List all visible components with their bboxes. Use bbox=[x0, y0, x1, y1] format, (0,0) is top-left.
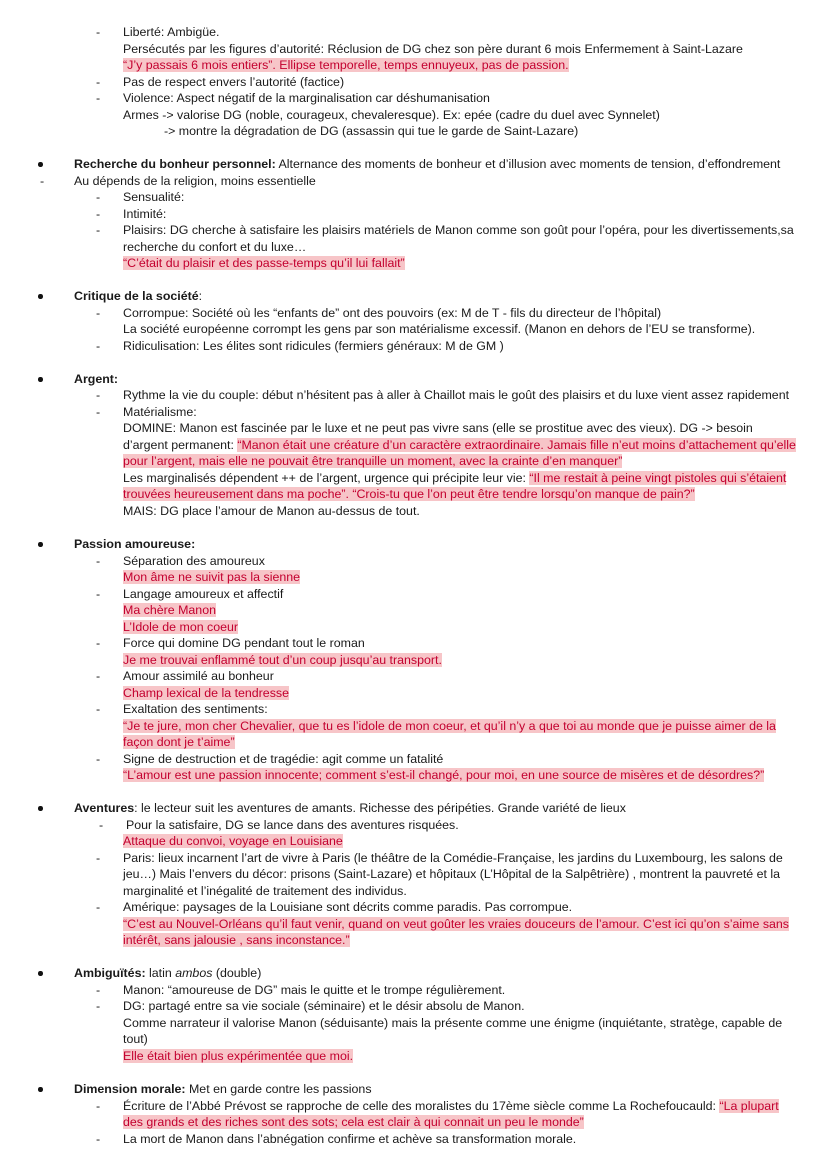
dash-marker: - bbox=[96, 999, 101, 1013]
text-line bbox=[74, 800, 626, 817]
text-line bbox=[123, 1048, 353, 1065]
text-line bbox=[74, 288, 202, 305]
text-line bbox=[123, 387, 789, 404]
highlighted-quote: “La plupart bbox=[719, 1099, 779, 1113]
text-line bbox=[123, 338, 504, 355]
line-text: Langage amoureux et affectif bbox=[123, 587, 284, 601]
text-line bbox=[126, 817, 459, 834]
text-line bbox=[74, 1081, 372, 1098]
text-line bbox=[74, 371, 118, 388]
text-line bbox=[123, 866, 780, 883]
text-line bbox=[123, 586, 283, 603]
dash-marker: - bbox=[96, 75, 101, 89]
highlighted-quote: Attaque du convoi, voyage en Louisiane bbox=[123, 834, 343, 848]
text-line bbox=[123, 635, 365, 652]
highlighted-quote: Je me trouvai enflammé tout d’un coup jusqu’au transport. bbox=[123, 653, 442, 667]
line-text: MAIS: DG place l’amour de Manon au-dessus de tout. bbox=[123, 504, 420, 518]
line-text: Armes -> valorise DG (noble, courageux, chevaleresque). Ex: epée (cadre du duel avec Synnelet) bbox=[123, 108, 660, 122]
line-text: Exaltation des sentiments: bbox=[123, 702, 268, 716]
highlighted-quote: L’Idole de mon coeur bbox=[123, 620, 239, 634]
dash-marker: - bbox=[96, 190, 101, 204]
line-text: Pas de respect envers l’autorité (factice) bbox=[123, 75, 345, 89]
section-heading: Recherche du bonheur personnel: bbox=[74, 157, 276, 171]
line-text: Pour la satisfaire, DG se lance dans des aventures risquées. bbox=[126, 818, 459, 832]
dash-marker: - bbox=[96, 91, 101, 105]
text-line bbox=[123, 24, 219, 41]
line-text: Plaisirs: DG cherche à satisfaire les plaisirs matériels de Manon comme son goût pour l’opéra, pour les divertissements,sa bbox=[123, 223, 794, 237]
highlighted-quote: Mon âme ne suivit pas la sienne bbox=[123, 570, 301, 584]
text-line bbox=[123, 453, 622, 470]
dash-marker: - bbox=[96, 587, 101, 601]
line-text: Liberté: Ambigüe. bbox=[123, 25, 220, 39]
text-line bbox=[123, 420, 753, 437]
line-text: Rythme la vie du couple: début n’hésitent pas à aller à Chaillot mais le goût des plaisirs et du luxe vient assez rapidement bbox=[123, 388, 790, 402]
text-line bbox=[74, 536, 195, 553]
highlighted-quote: façon dont je t’aime” bbox=[123, 735, 235, 749]
line-text: Sensualité: bbox=[123, 190, 185, 204]
text-line bbox=[123, 206, 166, 223]
highlighted-quote: “L’amour est une passion innocente; comment s’est-il changé, pour moi, en une source de misères et de désordres?” bbox=[123, 768, 765, 782]
section-heading: Passion amoureuse: bbox=[74, 537, 196, 551]
text-line bbox=[123, 57, 569, 74]
text-line bbox=[123, 569, 300, 586]
bullet-dot bbox=[38, 377, 43, 382]
text-line bbox=[123, 255, 405, 272]
line-text: (double) bbox=[212, 966, 262, 980]
text-line bbox=[74, 156, 780, 173]
text-line bbox=[74, 173, 316, 190]
text-line bbox=[123, 470, 786, 487]
line-text: : bbox=[198, 289, 203, 303]
dash-marker: - bbox=[96, 669, 101, 683]
dash-marker: - bbox=[96, 1099, 101, 1113]
text-line bbox=[123, 107, 660, 124]
line-text: DG: partagé entre sa vie sociale (séminaire) et le désir absolu de Manon. bbox=[123, 999, 525, 1013]
text-line bbox=[123, 850, 783, 867]
bullet-dot bbox=[38, 806, 43, 811]
text-line bbox=[123, 1114, 584, 1131]
text-line bbox=[123, 767, 764, 784]
text-line bbox=[123, 321, 755, 338]
highlighted-quote: “C’était du plaisir et des passe-temps qu’il lui fallait” bbox=[123, 256, 405, 270]
dash-marker: - bbox=[96, 851, 101, 865]
line-text: tout) bbox=[123, 1032, 148, 1046]
highlighted-quote: “Manon était une créature d’un caractère extraordinaire. Jamais fille n’eut moins d’attachement qu’elle bbox=[237, 438, 796, 452]
text-line bbox=[123, 899, 572, 916]
dash-marker: - bbox=[96, 1132, 101, 1146]
text-line bbox=[123, 998, 525, 1015]
line-text: Persécutés par les figures d’autorité: Réclusion de DG chez son père durant 6 mois Enfermement à Saint-Lazare bbox=[123, 42, 743, 56]
text-line bbox=[123, 189, 184, 206]
line-text: DOMINE: Manon est fascinée par le luxe et ne peut pas vivre sans (elle se prostitue avec des vieux). DG -> besoin bbox=[123, 421, 753, 435]
dash-marker: - bbox=[96, 207, 101, 221]
line-text: d’argent permanent: bbox=[123, 438, 238, 452]
text-line bbox=[123, 602, 216, 619]
dash-marker: - bbox=[96, 405, 101, 419]
text-line bbox=[123, 486, 695, 503]
text-line bbox=[123, 1098, 779, 1115]
highlighted-quote: pour l’argent, mais elle ne pouvait être tranquille un moment, avec la crainte d’en manquer” bbox=[123, 454, 623, 468]
line-text: Met en garde contre les passions bbox=[185, 1082, 372, 1096]
dash-marker: - bbox=[96, 900, 101, 914]
line-text: Comme narrateur il valorise Manon (séduisante) mais la présente comme une énigme (inquiétante, stratège, capable de bbox=[123, 1016, 783, 1030]
text-line bbox=[123, 685, 289, 702]
line-text: Paris: lieux incarnent l’art de vivre à Paris (le théâtre de la Comédie-Française, les jardins du Luxembourg, les salons de bbox=[123, 851, 783, 865]
text-line bbox=[123, 222, 794, 239]
text-line bbox=[123, 751, 443, 768]
highlighted-quote: des grands et des riches sont des sots; cela est clair à qui connait un peu le monde” bbox=[123, 1115, 584, 1129]
dash-marker: - bbox=[96, 339, 101, 353]
line-text: La mort de Manon dans l’abnégation confirme et achève sa transformation morale. bbox=[123, 1132, 577, 1146]
text-line bbox=[123, 833, 343, 850]
bullet-dot bbox=[38, 294, 43, 299]
line-text: Amour assimilé au bonheur bbox=[123, 669, 274, 683]
section-heading: Critique de la société bbox=[74, 289, 199, 303]
line-text: Matérialisme: bbox=[123, 405, 197, 419]
text-line bbox=[123, 734, 235, 751]
line-text: -> montre la dégradation de DG (assassin qui tue le garde de Saint-Lazare) bbox=[164, 124, 579, 138]
dash-marker: - bbox=[96, 306, 101, 320]
text-line bbox=[123, 883, 407, 900]
highlighted-quote: “C’est au Nouvel-Orléans qu’il faut venir, quand on veut goûter les vraies douceurs de l’amour. C’est ici qu’on s’aime sans bbox=[123, 917, 789, 931]
text-line bbox=[164, 123, 578, 140]
dash-marker: - bbox=[96, 388, 101, 402]
bullet-dot bbox=[38, 1087, 43, 1092]
highlighted-quote: “Il me restait à peine vingt pistoles qui s’étaient bbox=[529, 471, 787, 485]
line-text: Alternance des moments de bonheur et d’illusion avec moments de tension, d’effondrement bbox=[275, 157, 781, 171]
highlighted-quote: “Je te jure, mon cher Chevalier, que tu es l’idole de mon coeur, et qu’il n’y a que toi au monde que je puisse aimer de la bbox=[123, 719, 776, 733]
section-heading: Argent: bbox=[74, 372, 119, 386]
dash-marker: - bbox=[40, 174, 45, 188]
highlighted-quote: “J’y passais 6 mois entiers”. Ellipse temporelle, temps ennuyeux, pas de passion. bbox=[123, 58, 569, 72]
text-line bbox=[123, 668, 274, 685]
text-line bbox=[123, 239, 306, 256]
line-text: Intimité: bbox=[123, 207, 167, 221]
line-text: : le lecteur suit les aventures de amants. Richesse des péripéties. Grande variété de lieux bbox=[134, 801, 626, 815]
line-text: Ridiculisation: Les élites sont ridicules (fermiers généraux: M de GM ) bbox=[123, 339, 504, 353]
section-heading: Dimension morale: bbox=[74, 1082, 186, 1096]
line-text: Signe de destruction et de tragédie: agit comme un fatalité bbox=[123, 752, 444, 766]
text-line bbox=[123, 718, 776, 735]
dash-marker: - bbox=[96, 702, 101, 716]
bullet-dot bbox=[38, 971, 43, 976]
dash-marker: - bbox=[96, 636, 101, 650]
bullet-dot bbox=[38, 542, 43, 547]
text-line bbox=[123, 982, 505, 999]
text-line bbox=[74, 965, 261, 982]
highlighted-quote: Ma chère Manon bbox=[123, 603, 216, 617]
text-line bbox=[123, 74, 344, 91]
highlighted-quote: Elle était bien plus expérimentée que moi. bbox=[123, 1049, 354, 1063]
text-line bbox=[123, 404, 197, 421]
line-text: Violence: Aspect négatif de la marginalisation car déshumanisation bbox=[123, 91, 490, 105]
dash-marker: - bbox=[96, 752, 101, 766]
line-text: Les marginalisés dépendent ++ de l’argent, urgence qui précipite leur vie: bbox=[123, 471, 530, 485]
dash-marker: - bbox=[96, 983, 101, 997]
line-text: Amérique: paysages de la Louisiane sont décrits comme paradis. Pas corrompue. bbox=[123, 900, 573, 914]
text-line bbox=[123, 1015, 782, 1032]
text-line bbox=[123, 41, 743, 58]
line-text: latin bbox=[145, 966, 176, 980]
line-text: Corrompue: Société où les “enfants de” ont des pouvoirs (ex: M de T - fils du directeur de l’hôpital) bbox=[123, 306, 662, 320]
text-line bbox=[123, 503, 420, 520]
section-heading: Aventures bbox=[74, 801, 135, 815]
text-line bbox=[123, 932, 350, 949]
line-text: Manon: “amoureuse de DG” mais le quitte et le trompe régulièrement. bbox=[123, 983, 506, 997]
line-text: Force qui domine DG pendant tout le roman bbox=[123, 636, 365, 650]
text-line bbox=[123, 916, 789, 933]
dash-marker: - bbox=[96, 223, 101, 237]
text-line bbox=[123, 652, 442, 669]
line-text: recherche du confort et du luxe… bbox=[123, 240, 307, 254]
line-text: ambos bbox=[175, 966, 213, 980]
line-text: La société européenne corrompt les gens par son matérialisme excessif. (Manon en dehors de l’EU se transforme). bbox=[123, 322, 756, 336]
dash-marker: - bbox=[96, 554, 101, 568]
dash-marker: - bbox=[99, 818, 104, 832]
line-text: Écriture de l’Abbé Prévost se rapproche de celle des moralistes du 17ème siècle comme La Rochefoucauld: bbox=[123, 1099, 720, 1113]
highlighted-quote: intérêt, sans jalousie , sans inconstance.” bbox=[123, 933, 350, 947]
bullet-dot bbox=[38, 162, 43, 167]
line-text: Au dépends de la religion, moins essentielle bbox=[74, 174, 316, 188]
line-text: marginalité et l’inégalité de traitement des individus. bbox=[123, 884, 407, 898]
text-line bbox=[123, 1031, 148, 1048]
text-line bbox=[123, 437, 796, 454]
text-line bbox=[123, 553, 265, 570]
dash-marker: - bbox=[96, 25, 101, 39]
text-line bbox=[123, 619, 238, 636]
section-heading: Ambiguïtés: bbox=[74, 966, 146, 980]
highlighted-quote: trouvées heureusement dans ma poche”. “Crois-tu que l’on peut être tendre lorsqu’on manque de pain?” bbox=[123, 487, 695, 501]
line-text: jeu…) Mais l’envers du décor: prisons (Saint-Lazare) et hôpitaux (L’Hôpital de la Salpêtrière) , montrent la pauvreté et la bbox=[123, 867, 781, 881]
text-line bbox=[123, 701, 268, 718]
text-line bbox=[123, 90, 490, 107]
text-line bbox=[123, 1131, 576, 1148]
line-text: Séparation des amoureux bbox=[123, 554, 265, 568]
text-line bbox=[123, 305, 661, 322]
highlighted-quote: Champ lexical de la tendresse bbox=[123, 686, 289, 700]
